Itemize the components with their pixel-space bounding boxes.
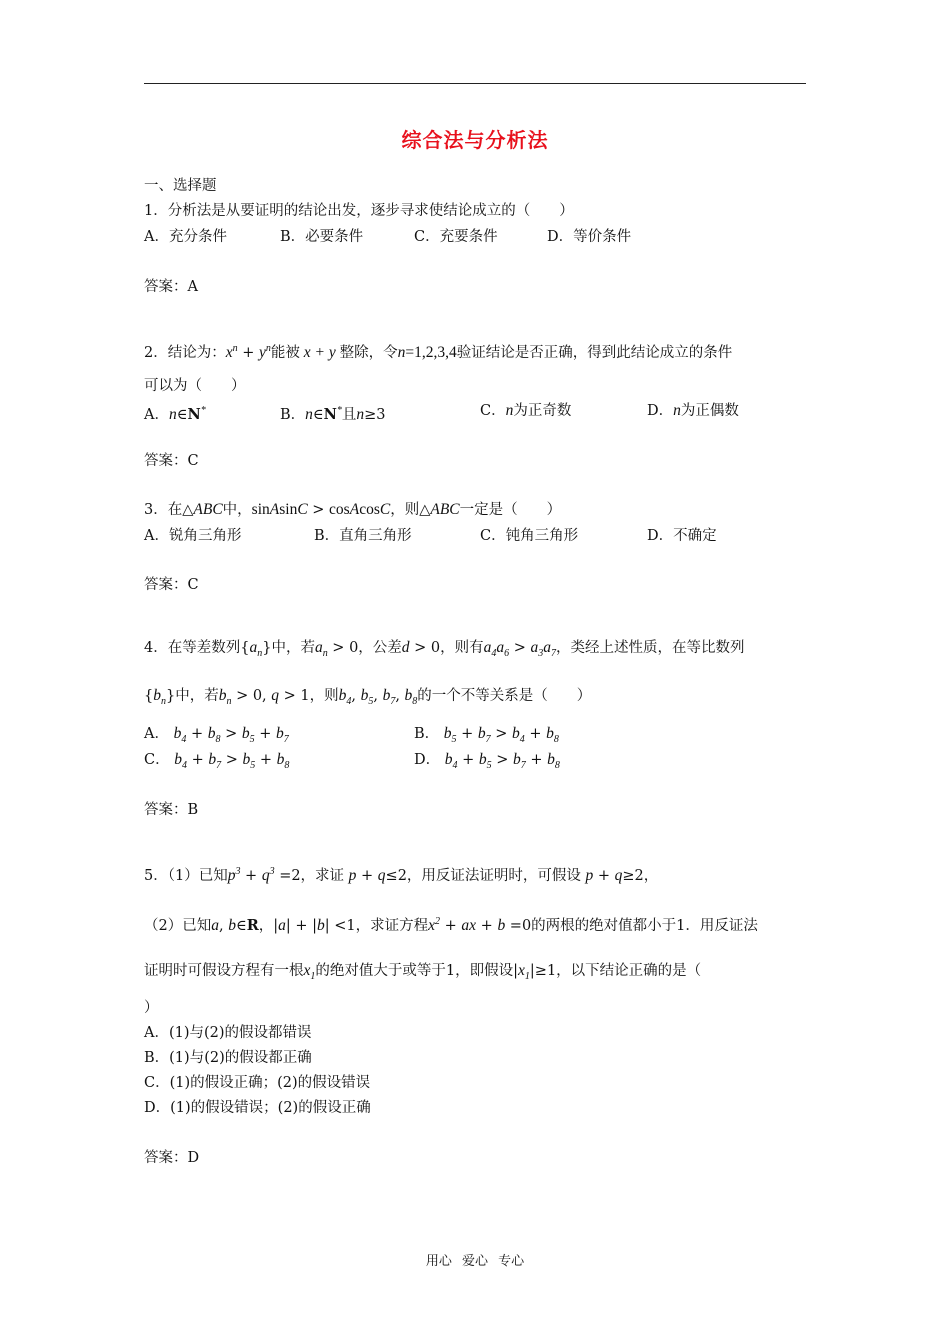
q5-answer: 答案：D [144,1150,200,1166]
q5-stem-line4: ） [144,1000,159,1016]
q3-option-b: B．直角三角形 [314,528,412,544]
section-heading: 一、选择题 [144,178,217,194]
q4-stem-line2: $\{b_n\}$中，若$b_n > 0$, q > 1，则$b_4$, $b_5$, $b_7$, $b_8$的一个不等关系是（ ） [144,687,592,708]
q3-option-a: A．锐角三角形 [144,528,242,544]
q2-options [144,401,739,425]
q4-stem-line1: 4．在等差数列$\{a_n\}$中，若$a_n > 0$，公差d > 0，则有$a_4a_6 > a_3a_7$，类经上述性质，在等比数列 [144,639,745,660]
q1-option-b: B．必要条件 [280,229,364,245]
q3-option-c: C．钝角三角形 [480,528,579,544]
q5-option-c: C．(1)的假设正确；(2)的假设错误 [144,1075,371,1091]
q1-option-a: A．充分条件 [144,229,227,245]
q2-stem-line1: 2．结论为：$x^n + y^n$能被 x + y 整除，令n=1,2,3,4验证结论是否正确，得到此结论成立的条件 [144,343,733,362]
q1-stem: 1．分析法是从要证明的结论出发，逐步寻求使结论成立的（ ） [144,203,574,219]
header-rule [144,83,806,84]
q2-stem-line2: 可以为（ ） [144,378,246,394]
q2-option-b: B．n∈N*且n≥3 [280,405,386,423]
q4-option-c: C． $b_4 + b_7 > b_5 + b_8$ [144,751,290,771]
q3-answer: 答案：C [144,577,199,593]
q5-option-a: A．(1)与(2)的假设都错误 [144,1025,312,1041]
q4-answer: 答案：B [144,802,199,818]
q5-option-b: B．(1)与(2)的假设都正确 [144,1050,312,1066]
q5-stem-line1: 5．（1）已知$p^3 + q^3 =2$，求证 p + q≤2，用反证法证明时，可假设 p + q≥2， [144,866,659,884]
q5-stem-line3: 证明时可假设方程有一根$x_1$的绝对值大于或等于1，即假设$|x_1|\ge 1$，以下结论正确的是（ [144,962,702,982]
page-title: 综合法与分析法 [401,128,549,152]
q2-option-d: D．n为正偶数 [647,402,739,419]
q2-option-c: C．n为正奇数 [480,402,572,419]
q5-stem-line2: （2）已知a, b∈R，|a| + |b| <1，求证方程$x^2$ + ax + b =0的两根的绝对值都小于1．用反证法 [144,916,758,934]
q1-answer: 答案：A [144,279,198,295]
q3-stem: 3．在△ABC中，sinAsinC > cosAcosC，则△ABC一定是（ ） [144,501,562,518]
q3-options [144,526,717,546]
q1-options [144,227,632,247]
q4-options-row1 [144,724,559,750]
q1-option-c: C．充要条件 [414,229,498,245]
q4-option-b: B． $b_5 + b_7 > b_4 + b_8$ [414,725,559,745]
page-footer: 用心 爱心 专心 [425,1254,525,1269]
q2-answer: 答案：C [144,453,199,469]
q4-option-a: A． $b_4 + b_8 > b_5 + b_7$ [144,725,289,745]
q1-option-d: D．等价条件 [547,229,632,245]
q3-option-d: D．不确定 [647,528,717,544]
q2-option-a: A．n∈N* [144,405,206,423]
q5-option-d: D．(1)的假设错误；(2)的假设正确 [144,1100,371,1116]
q4-options-row2 [144,750,560,776]
q4-option-d: D． $b_4 + b_5 > b_7 + b_8$ [414,751,560,771]
